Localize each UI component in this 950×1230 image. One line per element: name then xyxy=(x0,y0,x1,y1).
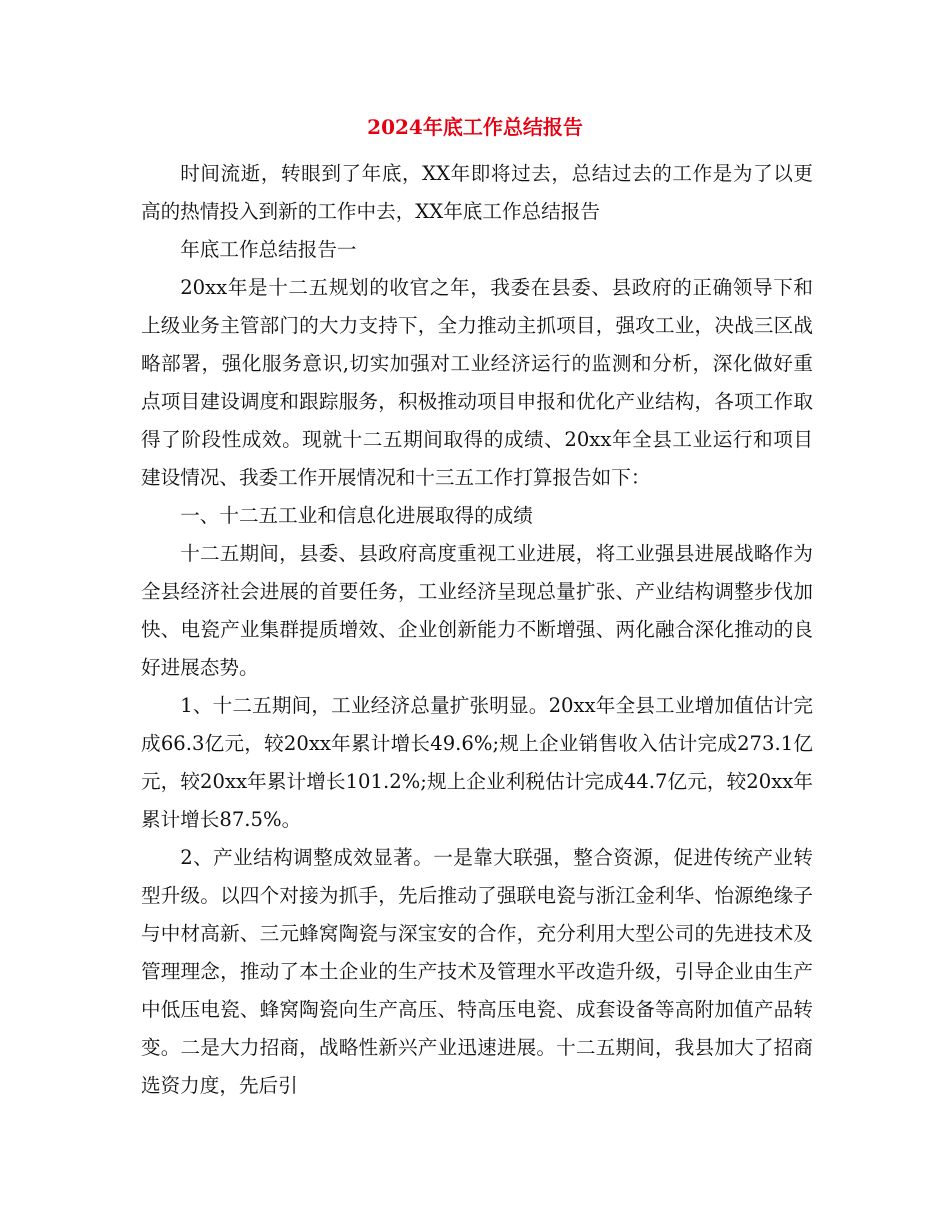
document-body xyxy=(141,155,813,1105)
paragraph-section-heading: 年底工作总结报告一 xyxy=(180,238,357,261)
paragraph-overview: 20xx年是十二五规划的收官之年，我委在县委、县政府的正确领导下和上级业务主管部门的大力支持下，全力推动主抓项目，强攻工业，决战三区战略部署，强化服务意识,切实加强对工业经济运行的监测和分析，深化做好重点项目建设调度和跟踪服务，积极推动项目申报和优化产业结构，各项工作取得了阶段性成效。现就十二五期间取得的成绩、20xx年全县工业运行和项目建设情况、我委工作开展情况和十三五工作打算报告如下： xyxy=(141,276,813,489)
document-title: 2024年底工作总结报告 xyxy=(367,115,583,139)
paragraph-intro: 时间流逝，转眼到了年底，XX年即将过去，总结过去的工作是为了以更高的热情投入到新的工作中去，XX年底工作总结报告 xyxy=(141,162,813,223)
paragraph-achievements-heading: 一、十二五工业和信息化进展取得的成绩 xyxy=(180,504,533,527)
paragraph-point-1: 1、十二五期间，工业经济总量扩张明显。20xx年全县工业增加值估计完成66.3亿元，较20xx年累计增长49.6%;规上企业销售收入估计完成273.1亿元，较20xx年累计增长101.2%;规上企业利税估计完成44.7亿元，较20xx年累计增长87.5%。 xyxy=(141,694,813,831)
paragraph-achievements-summary: 十二五期间，县委、县政府高度重视工业进展，将工业强县进展战略作为全县经济社会进展的首要任务，工业经济呈现总量扩张、产业结构调整步伐加快、电瓷产业集群提质增效、企业创新能力不断增强、两化融合深化推动的良好进展态势。 xyxy=(141,542,813,679)
paragraph-point-2: 2、产业结构调整成效显著。一是靠大联强，整合资源，促进传统产业转型升级。以四个对接为抓手，先后推动了强联电瓷与浙江金利华、怡源绝缘子与中材高新、三元蜂窝陶瓷与深宝安的合作，充分利用大型公司的先进技术及管理理念，推动了本土企业的生产技术及管理水平改造升级，引导企业由生产中低压电瓷、蜂窝陶瓷向生产高压、特高压电瓷、成套设备等高附加值产品转变。二是大力招商，战略性新兴产业迅速进展。十二五期间，我县加大了招商选资力度，先后引 xyxy=(141,846,813,1097)
